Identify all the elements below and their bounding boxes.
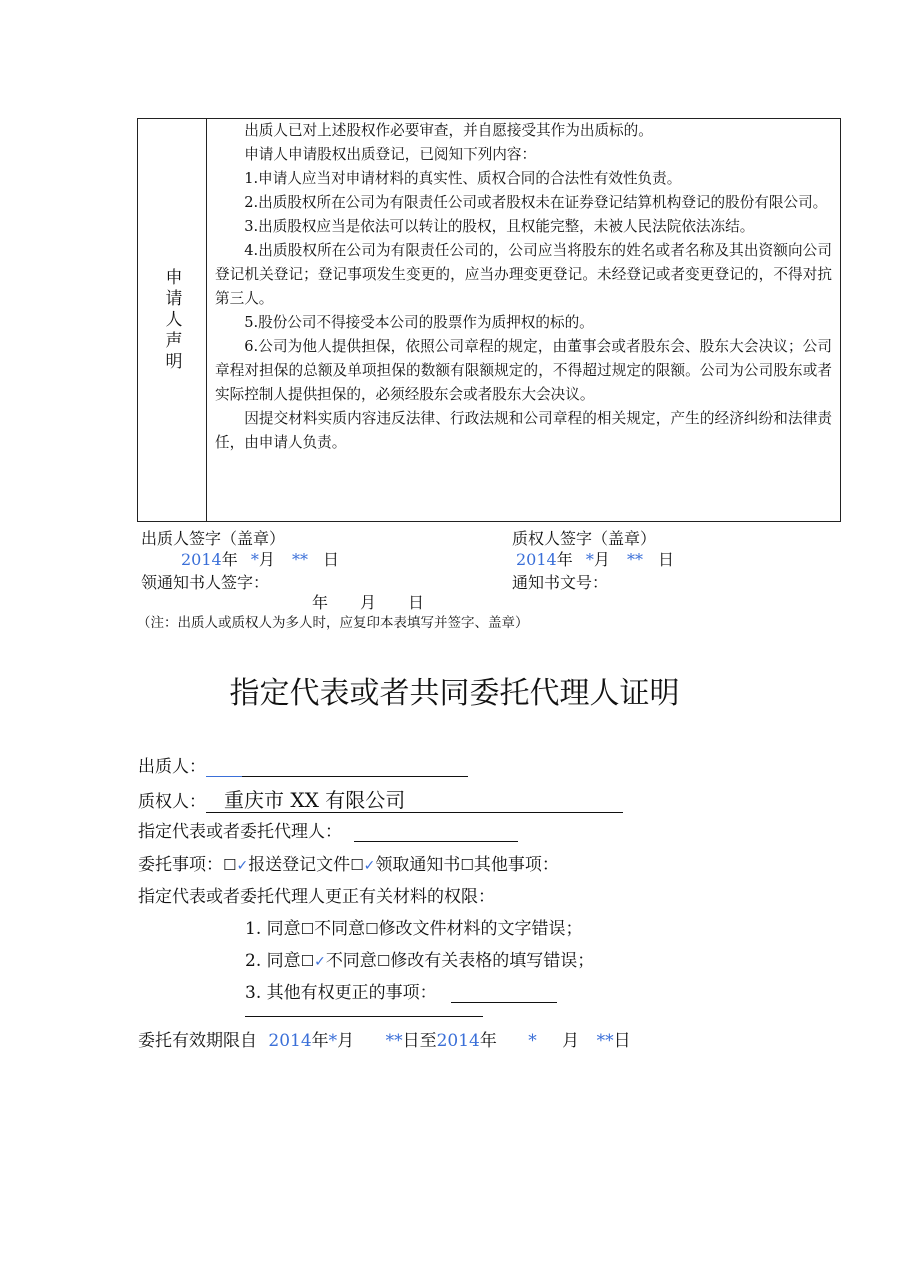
agent-line <box>138 817 518 842</box>
year-suffix: 年 <box>479 1031 497 1051</box>
decl-paragraph: 5.股份公司不得接受本公司的股票作为质押权的标的。 <box>244 314 594 331</box>
pledgee-signature-label: 质权人签字（盖章） <box>512 529 657 548</box>
decl-paragraph: 4.出质股权所在公司为有限责任公司的，公司应当将股东的姓名或者名称及其出资额向公司登记机关登记；登记事项发生变更的，应当办理变更登记。未经登记或者变更登记的，不得对抗第三人。 <box>215 242 832 307</box>
pledgor-date <box>181 547 339 570</box>
check-icon: ✓ <box>236 858 249 874</box>
period-month-start: * <box>328 1031 338 1051</box>
pledgee-value: 重庆市 XX 有限公司 <box>224 788 406 812</box>
check-icon: ✓ <box>363 858 376 874</box>
right-1-agree-checkbox[interactable]: ☐ <box>300 920 315 938</box>
right-2-disagree: 不同意 <box>325 951 377 971</box>
decl-paragraph: 2.出质股权所在公司为有限责任公司或者股权未在证券登记结算机构登记的股份有限公司。 <box>244 194 828 211</box>
notice-receiver-label: 领通知书人签字： <box>141 573 270 592</box>
year-suffix: 年 <box>556 550 573 569</box>
matter-2-label: 领取通知书 <box>375 855 461 875</box>
right-1-disagree-checkbox[interactable]: ☐ <box>365 920 379 938</box>
pledgee-line <box>138 784 623 813</box>
matter-1-checkbox[interactable]: ☐ <box>223 856 237 874</box>
right-2-line <box>245 946 594 971</box>
day-to: 日至 <box>402 1031 437 1051</box>
notice-number-label: 通知书文号： <box>512 573 609 592</box>
matter-3-label: 其他事项： <box>473 855 559 875</box>
month-mark: * <box>250 550 259 569</box>
proof-title: 指定代表或者共同委托代理人证明 <box>229 676 680 711</box>
declaration-body <box>207 119 840 455</box>
day-mark: ** <box>291 550 308 569</box>
decl-paragraph: 3.出质股权应当是依法可以转让的股权，且权能完整，未被人民法院依法冻结。 <box>244 218 755 235</box>
day-mark: ** <box>626 550 643 569</box>
declaration-label-text: 申请人声明 <box>161 267 182 373</box>
period-day-start: ** <box>385 1031 403 1051</box>
pledgor-label: 出质人： <box>138 757 206 777</box>
right-2-text: 修改有关表格的填写错误； <box>390 951 595 971</box>
right-1-agree: 1. 同意 <box>245 919 301 939</box>
month-suffix: 月 <box>337 1031 355 1051</box>
period-year-start: 2014 <box>268 1031 312 1051</box>
matter-2-checkbox[interactable]: ☐ <box>350 856 364 874</box>
period-day-end: ** <box>596 1031 614 1051</box>
check-icon: ✓ <box>314 954 326 970</box>
decl-paragraph: 出质人已对上述股权作必要审查，并自愿接受其作为出质标的。 <box>244 122 653 139</box>
month-suffix: 月 <box>562 1031 580 1051</box>
pledgee-label: 质权人： <box>138 792 206 812</box>
agent-label: 指定代表或者委托代理人： <box>138 822 342 842</box>
declaration-table <box>137 118 841 522</box>
pledgee-blank-right <box>405 792 623 813</box>
decl-paragraph: 因提交材料实质内容违反法律、行政法规和公司章程的相关规定，产生的经济纠纷和法律责任，由申请人负责。 <box>215 410 832 451</box>
pledgor-blank-blue[interactable] <box>206 756 242 777</box>
right-1-text: 修改文件材料的文字错误； <box>378 919 583 939</box>
month-suffix: 月 <box>593 550 610 569</box>
pledgor-signature-label: 出质人签字（盖章） <box>141 529 286 548</box>
pledgee-blank-left <box>206 792 224 813</box>
pledgor-date-year: 2014 <box>181 550 222 569</box>
period-month-end: * <box>528 1031 537 1051</box>
declaration-label <box>138 119 207 521</box>
matter-3-checkbox[interactable]: ☐ <box>460 856 474 874</box>
matters-label: 委托事项： <box>138 855 223 875</box>
matter-1-label: 报送登记文件 <box>248 855 351 875</box>
pledgor-blank[interactable] <box>242 756 468 777</box>
right-3-blank-line-2[interactable] <box>245 1016 483 1017</box>
year-suffix: 年 <box>221 550 238 569</box>
note-text: （注：出质人或质权人为多人时，应复印本表填写并签字、盖章） <box>137 615 529 631</box>
decl-paragraph: 申请人申请股权出质登记，已阅知下列内容： <box>244 146 537 163</box>
right-2-agree: 2. 同意 <box>245 951 301 971</box>
period-label: 委托有效期限自 <box>138 1031 257 1051</box>
right-3-text: 3. 其他有权更正的事项： <box>245 983 437 1003</box>
notice-date-blank: 年 月 日 <box>312 593 425 612</box>
decl-paragraph: 6.公司为他人提供担保，依照公司章程的规定，由董事会或者股东会、股东大会决议；公司章程对担保的总额及单项担保的数额有限额规定的，不得超过规定的限额。公司为公司股东或者实际控制人提供担保的，必须经股东会或者股东大会决议。 <box>215 338 832 403</box>
right-1-line <box>245 914 583 939</box>
decl-paragraph: 1.申请人应当对申请材料的真实性、质权合同的合法性有效性负责。 <box>244 170 682 187</box>
agent-blank[interactable] <box>354 821 518 842</box>
day-suffix: 日 <box>323 550 340 569</box>
rights-label: 指定代表或者委托代理人更正有关材料的权限： <box>138 887 495 907</box>
period-year-end: 2014 <box>436 1031 480 1051</box>
pledgee-date-year: 2014 <box>516 550 557 569</box>
day-end: 日 <box>613 1031 631 1051</box>
pledgor-line <box>138 752 468 777</box>
right-1-disagree: 不同意 <box>314 919 366 939</box>
right-2-agree-checkbox[interactable]: ☐ <box>300 952 315 970</box>
matters-line <box>138 850 559 875</box>
month-suffix: 月 <box>258 550 275 569</box>
right-2-disagree-checkbox[interactable]: ☐ <box>376 952 391 970</box>
year-suffix: 年 <box>311 1031 329 1051</box>
period-line <box>138 1026 631 1051</box>
right-3-line <box>245 978 557 1003</box>
day-suffix: 日 <box>658 550 675 569</box>
month-mark: * <box>585 550 594 569</box>
right-3-blank[interactable] <box>451 982 557 1003</box>
pledgee-date <box>516 547 674 570</box>
